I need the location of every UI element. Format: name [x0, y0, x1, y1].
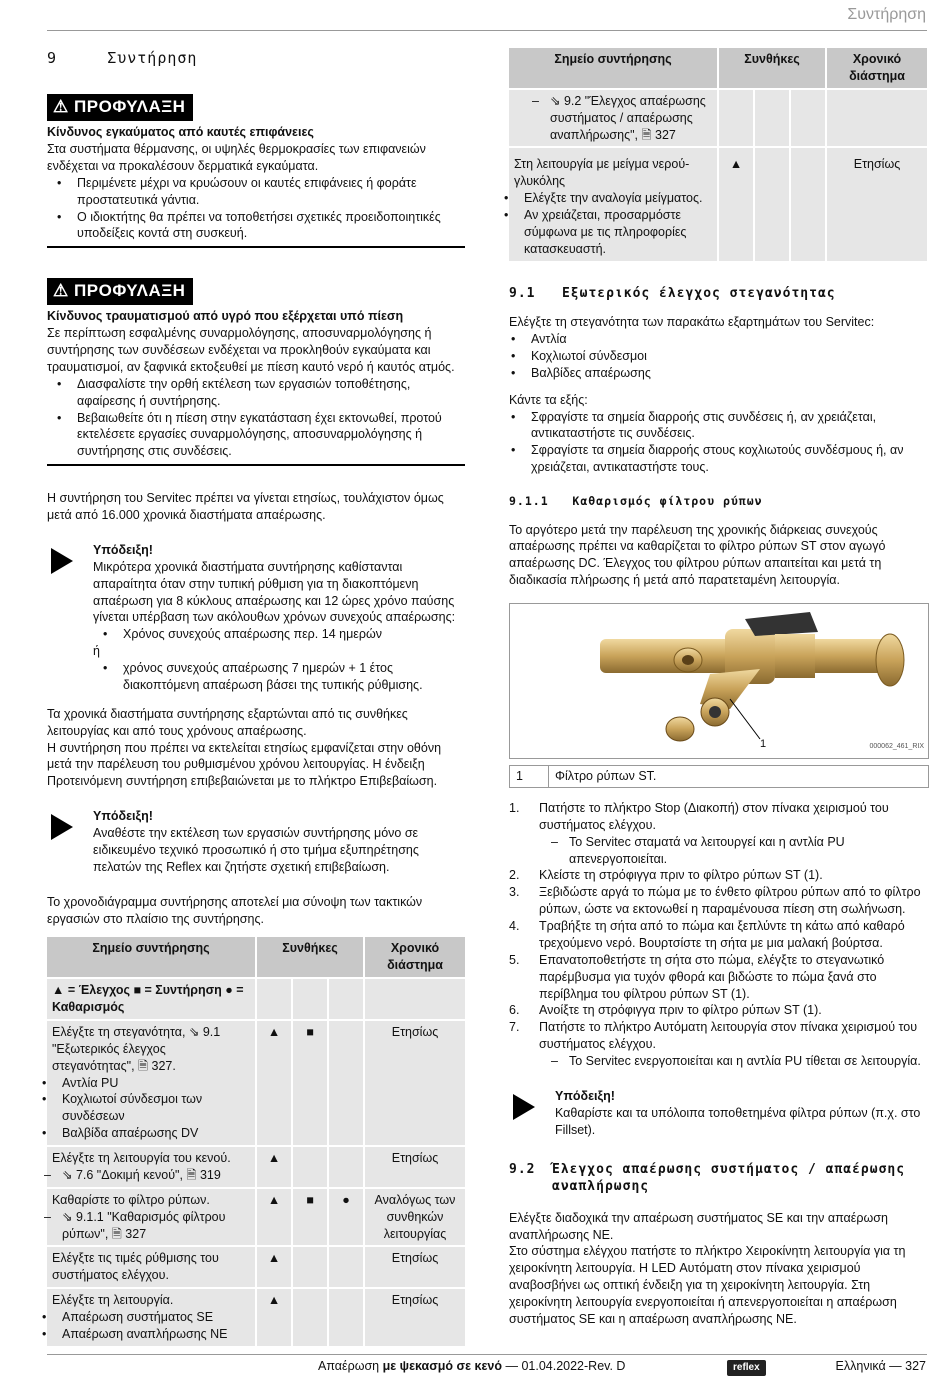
- step-number: 1.: [509, 800, 520, 815]
- table-row: [47, 1247, 465, 1287]
- cell-check: ▲: [719, 148, 753, 260]
- arrow-right-icon: [51, 548, 73, 574]
- figure-code: 000062_461_RIX: [869, 743, 924, 751]
- table-row: [47, 1021, 465, 1145]
- tip-title: Υπόδειξη!: [93, 809, 153, 824]
- cell-check: ▲: [257, 1247, 291, 1287]
- list-item: • χρόνος συνεχούς απαέρωσης 7 ημερών + 1 έτος διακοπτόμενη απαέρωση βάσει της τυπικής ρύθμισης.: [93, 660, 465, 694]
- warning-badge: [47, 278, 193, 305]
- step-item: [509, 1019, 929, 1070]
- footer-text: — 01.04.2022-Rev. D: [502, 1359, 626, 1373]
- cell-clean: [329, 1021, 363, 1145]
- tip-or: ή: [93, 644, 100, 659]
- arrow-right-icon: [51, 814, 73, 840]
- cell-check: ▲: [257, 1021, 291, 1145]
- warning-badge-label: ΠΡΟΦΥΛΑΞΗ: [73, 97, 186, 117]
- list-item: • Βαλβίδες απαέρωσης: [501, 365, 929, 382]
- step-result-text: – Το Servitec ενεργοποιείται και η αντλία PU τίθεται σε λειτουργία.: [539, 1053, 929, 1070]
- step-number: 4.: [509, 919, 520, 934]
- footer-rule: [47, 1354, 927, 1355]
- step-result: [539, 1053, 929, 1070]
- maintenance-table-continued: [507, 46, 929, 263]
- step-item: [509, 867, 929, 884]
- step-result-text: – Το Servitec σταματά να λειτουργεί και η αντλία PU απενεργοποιείται.: [539, 834, 929, 868]
- paragraph: Ελέγξτε τη στεγανότητα των παρακάτω εξαρτημάτων του Servitec:: [509, 315, 875, 330]
- list-item: • Βαλβίδα απαέρωσης DV: [32, 1125, 250, 1142]
- cell-check: ▲: [257, 1147, 291, 1187]
- list-item: • Κοχλιωτοί σύνδεσμοι των συνδέσεων: [32, 1091, 250, 1125]
- dirt-filter-illustration: [510, 604, 928, 758]
- step-text: Πατήστε το πλήκτρο Stop (Διακοπή) στον πίνακα χειρισμού του συστήματος ελέγχου.: [539, 800, 889, 832]
- tip-text: Μικρότερα χρονικά διαστήματα συντήρησης καθίστανται απαραίτητα όταν στην τυπική ρύθμιση για τη διακοπτόμενη απαέρωση για 8 κύκλους απαέρωσης και 12 ώρες χρόνο παύσης γίνεται υπέρβαση των ακόλουθων χρόνων συνεχούς απαέρωσης:: [93, 559, 456, 625]
- step-text: Επανατοποθετήστε τη σήτα στο πώμα, ελέγξτε το στεγανωτικό παρέμβυσμα για τυχόν φθορά και βιδώστε το πώμα ξανά στο περίβλημα του φίλτρου ρύπων ST (1).: [539, 952, 885, 1001]
- cell-list: [32, 1167, 250, 1184]
- footer-text: Απαέρωση: [318, 1359, 383, 1373]
- warning-badge: [47, 94, 193, 121]
- section-number: 9: [47, 49, 58, 67]
- tip-list: [93, 626, 465, 643]
- dirt-filter-figure: [509, 603, 929, 759]
- tip-text: Καθαρίστε και τα υπόλοιπα τοποθετημένα φίλτρα ρύπων (π.χ. στο Fillset).: [555, 1105, 921, 1137]
- running-header-title: Συντήρηση: [847, 6, 926, 23]
- table-header: Χρονικό διάστημα: [365, 937, 465, 977]
- section-9-heading: [47, 48, 465, 68]
- list-item: • Χρόνος συνεχούς απαέρωσης περ. 14 ημερών: [93, 626, 465, 643]
- list-item: • Σφραγίστε τα σημεία διαρροής στις συνδέσεις ή, αν χρειάζεται, αντικαταστήστε τις συνδέσεις.: [501, 409, 929, 443]
- section-9-1-heading: [509, 285, 929, 303]
- list-item: • Ελέγξτε την αναλογία μείγματος.: [494, 190, 712, 207]
- table-header: Συνθήκες: [257, 937, 363, 977]
- step-number: 2.: [509, 868, 520, 883]
- tip-list: [93, 660, 465, 694]
- table-row: [47, 1289, 465, 1346]
- table-legend: ▲ = Έλεγχος ■ = Συντήρηση ● = Καθαρισμός: [47, 979, 255, 1019]
- warning-heading: Κίνδυνος εγκαύματος από καυτές επιφάνειες: [47, 125, 314, 140]
- list-item: • Ο ιδιοκτήτης θα πρέπει να τοποθετήσει σχετικές προειδοποιητικές υποδείξεις κοντά στη συσκευή.: [47, 209, 465, 243]
- table-row: [509, 90, 927, 147]
- footer-page-info: Ελληνικά — 327: [835, 1359, 926, 1373]
- step-number: 6.: [509, 1003, 520, 1018]
- step-text: Τραβήξτε τη σήτα από το πώμα και ξεπλύντε τη κάτω από καθαρό τρεχούμενο νερό. Βουρτσίστε τη σήτα με μια μαλακή βούρτσα.: [539, 919, 905, 950]
- cell-maintain: ■: [293, 1189, 327, 1246]
- component-list: [501, 331, 929, 382]
- list-item: • Διασφαλίστε την ορθή εκτέλεση των εργασιών τοποθέτησης, αφαίρεσης ή συντήρησης.: [47, 376, 465, 410]
- action-list: [501, 409, 929, 477]
- warning-triangle-icon: ⚠: [53, 281, 69, 301]
- cell-list: [32, 1309, 250, 1343]
- step-item: [509, 1002, 929, 1019]
- procedure-steps: [509, 800, 929, 1070]
- list-item: • Αν χρειάζεται, προσαρμόστε σύμφωνα με τις πληροφορίες κατασκευαστή.: [494, 207, 712, 258]
- cell-text: Στη λειτουργία με μείγμα νερού-γλυκόλης: [514, 157, 690, 189]
- cell-list: [494, 190, 712, 258]
- page-number: 327: [905, 1359, 926, 1373]
- cell-interval: Ετησίως: [365, 1147, 465, 1187]
- step-number: 7.: [509, 1020, 520, 1035]
- section-number: 9.1: [509, 285, 536, 301]
- cell-list: [32, 1209, 250, 1243]
- step-number: 3.: [509, 885, 520, 900]
- warning-badge-label: ΠΡΟΦΥΛΑΞΗ: [73, 281, 186, 301]
- section-title: Έλεγχος απαέρωσης συστήματος / απαέρωσης αναπλήρωσης: [552, 1161, 906, 1195]
- table-header: Χρονικό διάστημα: [827, 48, 927, 88]
- table-row: [47, 1189, 465, 1246]
- step-text: Ξεβιδώστε αργά το πώμα με το ένθετο φίλτρου ρύπων από το φίλτρο ρύπων, ώστε να εκτονωθεί η παραμένουσα πίεση στη σωλήνωση.: [539, 885, 921, 917]
- cell-interval: Αναλόγως των συνθηκών λειτουργίας: [365, 1189, 465, 1246]
- figure-legend: [509, 765, 929, 788]
- logo-text: reflex: [727, 1360, 766, 1376]
- table-row: [47, 979, 465, 1019]
- maintenance-table: [45, 935, 467, 1347]
- step-result: [539, 834, 929, 868]
- warning-list: [47, 175, 465, 243]
- warning-text: Στα συστήματα θέρμανσης, οι υψηλές θερμοκρασίες των επιφανειών ενδέχεται να προκαλέσουν δερματικά εγκαύματα.: [47, 142, 426, 173]
- list-item: • Απαέρωση αναπλήρωσης NE: [32, 1326, 250, 1343]
- footer-text-bold: με ψεκασμό σε κενό: [382, 1359, 502, 1373]
- list-item: • Βεβαιωθείτε ότι η πίεση στην εγκατάσταση έχει εκτονωθεί, προτού εκτελέσετε εργασίες συναρμολόγησης, αποσυναρμολόγησης ή συντήρησης στις συνδέσεις.: [47, 410, 465, 461]
- paragraph: Ελέγξτε διαδοχικά την απαέρωση συστήματος SE και την απαέρωση αναπλήρωσης NE.: [509, 1210, 888, 1242]
- legend-text: Φίλτρο ρύπων ST.: [555, 769, 657, 784]
- warning-triangle-icon: ⚠: [53, 97, 69, 117]
- list-item: • Αντλία PU: [32, 1075, 250, 1092]
- section-9-2-heading: [509, 1161, 929, 1196]
- cell-text: Ελέγξτε τις τιμές ρύθμισης του συστήματος ελέγχου.: [47, 1247, 255, 1287]
- list-item: • Περιμένετε μέχρι να κρυώσουν οι καυτές επιφάνειες ή φοράτε προστατευτικά γάντια.: [47, 175, 465, 209]
- list-item: • Απαέρωση συστήματος SE: [32, 1309, 250, 1326]
- cross-reference-link[interactable]: – ⇘ 9.2 "Έλεγχος απαέρωσης συστήματος / απαέρωσης αναπλήρωσης", 🗎 327: [520, 93, 712, 144]
- cell-list: [32, 1075, 250, 1143]
- tip-title: Υπόδειξη!: [93, 542, 153, 557]
- cell-interval: Ετησίως: [365, 1247, 465, 1287]
- cell-interval: Ετησίως: [365, 1289, 465, 1346]
- figure-callout-number: 1: [760, 738, 767, 751]
- cell-text: Ελέγξτε τη στεγανότητα, ⇘ 9.1 "Εξωτερικός έλεγχος στεγανότητας", 🗎 327.: [52, 1024, 221, 1073]
- table-header: Σημείο συντήρησης: [47, 937, 255, 977]
- paragraph: Στο σύστημα ελέγχου πατήστε το πλήκτρο Χειροκίνητη λειτουργία για τη χειροκίνητη λειτουργία. Η LED Αυτόματη στον πίνακα χειρισμού αναβοσβήνει ως οπτική ένδειξη για τη χειροκίνητη λειτουργία. Στη χειροκίνητη λειτουργία ενεργοποιείται ή απενεργοποιείται η απαέρωση συστήματος SE και η απαέρωση αναπλήρωσης NE.: [509, 1244, 906, 1326]
- table-row: [509, 148, 927, 260]
- table-header: Συνθήκες: [719, 48, 825, 88]
- warning-box-pressure: [47, 278, 465, 466]
- step-item: [509, 800, 929, 868]
- header-rule: [47, 30, 927, 31]
- warning-text: Σε περίπτωση εσφαλμένης συναρμολόγησης, αποσυναρμολόγησης ή συντήρησης των συνδέσεων ενδέχεται να προκληθούν εγκαύματα και τραυματισμοί, αν ξαφνικά εκτοξευθεί με πίεση καυτό νερό ή καυτός ατμός.: [47, 326, 455, 374]
- warning-box-burns: [47, 94, 465, 248]
- cell-clean: ●: [329, 1189, 363, 1246]
- cell-list: [512, 93, 712, 144]
- list-item: • Κοχλιωτοί σύνδεσμοι: [501, 348, 929, 365]
- warning-list: [47, 376, 465, 460]
- legend-number: 1: [510, 766, 549, 787]
- step-text: Κλείστε τη στρόφιγγα πριν το φίλτρο ρύπων ST (1).: [539, 868, 823, 883]
- step-number: 5.: [509, 952, 520, 967]
- step-text: Πατήστε το πλήκτρο Αυτόματη λειτουργία στον πίνακα χειρισμού του συστήματος ελέγχου.: [539, 1020, 918, 1052]
- tip-box: [47, 808, 465, 876]
- paragraph: Το αργότερο μετά την παρέλευση της χρονικής διάρκειας συνεχούς απαέρωσης πρέπει να καθαρίζεται το φίλτρο ρύπων ST στον αγωγό απαέρωσης DC. Έλεγχος του φίλτρου ρύπων απαιτείται και μετά τη διαδικασία πλήρωσης ή μετά από παρατεταμένη λειτουργία.: [509, 522, 886, 588]
- cell-maintain: ■: [293, 1021, 327, 1145]
- right-column: [509, 46, 929, 1328]
- section-title: Καθαρισμός φίλτρου ρύπων: [572, 494, 763, 509]
- table-row: [47, 1147, 465, 1187]
- section-title: Συντήρηση: [107, 49, 198, 67]
- tip-box: [509, 1088, 929, 1139]
- section-title: Εξωτερικός έλεγχος στεγανότητας: [561, 285, 836, 301]
- cell-interval: Ετησίως: [365, 1021, 465, 1145]
- arrow-right-icon: [513, 1094, 535, 1120]
- table-header: Σημείο συντήρησης: [509, 48, 717, 88]
- tip-title: Υπόδειξη!: [555, 1088, 615, 1103]
- cell-text: Καθαρίστε το φίλτρο ρύπων.: [52, 1192, 210, 1207]
- tip-box: [47, 542, 465, 694]
- tip-text: Αναθέστε την εκτέλεση των εργασιών συντήρησης μόνο σε ειδικευμένο τεχνικό προσωπικό ή στο τμήμα εξυπηρέτησης πελατών της Reflex και ζητήστε σχετική επιβεβαίωση.: [93, 826, 419, 874]
- section-9-1-1-heading: [509, 494, 929, 510]
- step-text: Ανοίξτε τη στρόφιγγα πριν το φίλτρο ρύπων ST (1).: [539, 1003, 822, 1018]
- reflex-logo: [727, 1358, 766, 1376]
- list-item: • Αντλία: [501, 331, 929, 348]
- step-item: [509, 918, 929, 952]
- paragraph: Τα χρονικά διαστήματα συντήρησης εξαρτώνται από τις συνθήκες λειτουργίας και από τους χρόνους απαέρωσης.: [47, 706, 408, 738]
- cell-check: ▲: [257, 1189, 291, 1246]
- list-item: • Σφραγίστε τα σημεία διαρροής στους κοχλιωτούς συνδέσμους ή, αν χρειάζεται, αντικαταστήστε τους.: [501, 442, 929, 476]
- step-item: [509, 884, 929, 918]
- left-column: [47, 48, 465, 1348]
- cell-interval: Ετησίως: [827, 148, 927, 260]
- warning-heading: Κίνδυνος τραυματισμού από υγρό που εξέρχεται υπό πίεση: [47, 309, 404, 324]
- cell-check: ▲: [257, 1289, 291, 1346]
- footer-language: Ελληνικά: [835, 1359, 886, 1373]
- step-item: [509, 952, 929, 1003]
- paragraph: Κάντε τα εξής:: [509, 392, 588, 407]
- intro-paragraph: Η συντήρηση του Servitec πρέπει να γίνεται ετησίως, τουλάχιστον όμως μετά από 16.000 χρονικά διαστήματα απαέρωσης.: [47, 491, 444, 522]
- section-number: 9.1.1: [509, 494, 549, 509]
- section-number: 9.2: [509, 1161, 536, 1177]
- footer-doc-title: [318, 1358, 625, 1375]
- cell-text: Ελέγξτε τη λειτουργία.: [52, 1293, 174, 1308]
- paragraph: Η συντήρηση που πρέπει να εκτελείται ετησίως εμφανίζεται στην οθόνη μετά την παρέλευση του ρυθμισμένου χρόνου λειτουργίας. Η ένδειξη Προτεινόμενη συντήρηση επιβεβαιώνεται με το πλήκτρο Επιβεβαίωση.: [47, 740, 442, 789]
- cross-reference-link[interactable]: – ⇘ 7.6 "Δοκιμή κενού", 🗎 319: [32, 1167, 250, 1184]
- paragraph: Το χρονοδιάγραμμα συντήρησης αποτελεί μια σύνοψη των τακτικών εργασιών στο πλαίσιο της συντήρησης.: [47, 894, 423, 926]
- cell-text: Ελέγξτε τη λειτουργία του κενού.: [52, 1151, 231, 1165]
- cross-reference-link[interactable]: – ⇘ 9.1.1 "Καθαρισμός φίλτρου ρύπων", 🗎 327: [32, 1209, 250, 1243]
